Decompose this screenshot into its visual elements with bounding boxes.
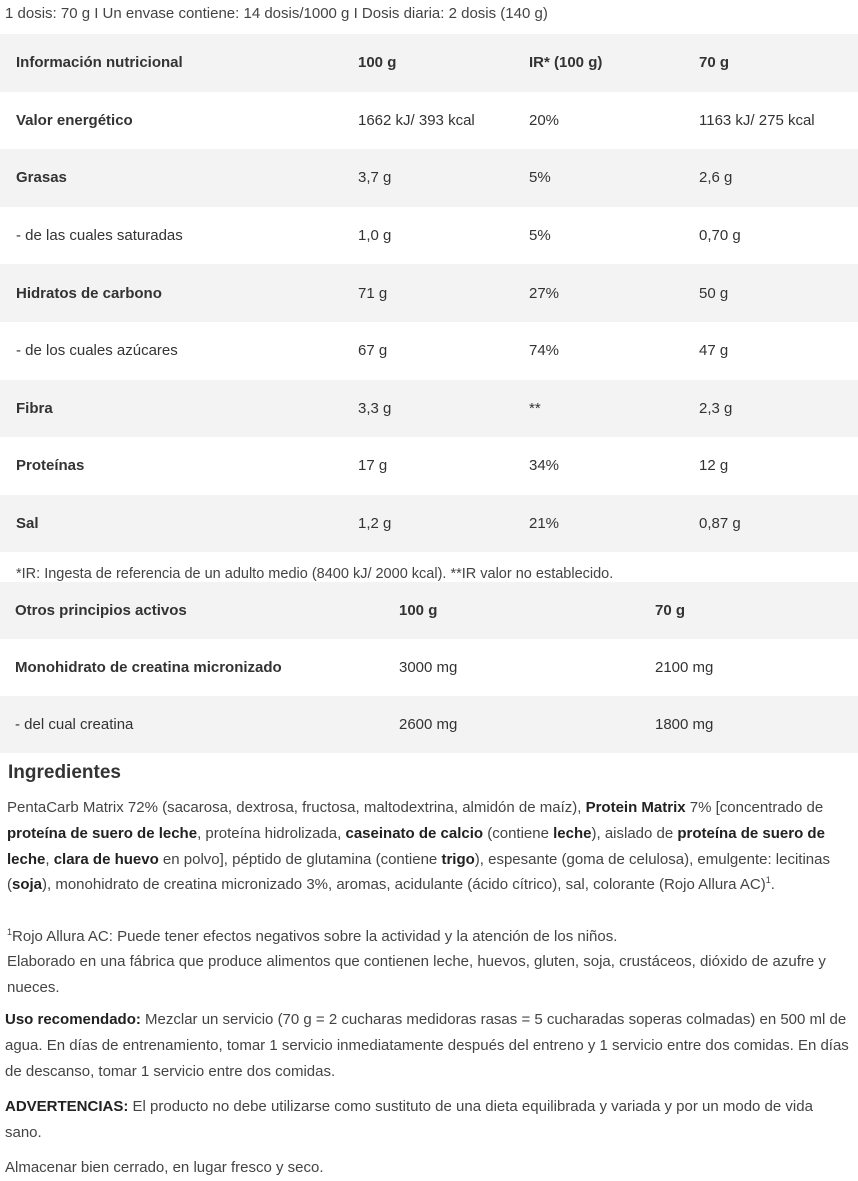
allergen-highlight: proteína de suero de leche (7, 824, 198, 842)
nutrient-name: Sal (0, 495, 358, 553)
nutrient-name: Grasas (0, 149, 358, 207)
column-header: 100 g (358, 34, 529, 92)
table-row (0, 495, 858, 553)
value-per-100g: 3,7 g (358, 149, 529, 207)
column-header: 70 g (655, 582, 858, 639)
table-row (0, 322, 858, 380)
ingredient-text: en polvo], péptido de glutamina (contiene (158, 850, 442, 868)
ingredient-text: 7% [concentrado de (685, 799, 824, 816)
usage-label: Uso recomendado: (5, 1011, 141, 1028)
value-per-100g: 71 g (358, 264, 529, 322)
value-per-70g: 47 g (699, 322, 858, 380)
footnote-mark: 1 (7, 927, 13, 937)
allergen-highlight: trigo (441, 850, 475, 868)
allergen-highlight: soja (12, 876, 43, 894)
ingredient-text: PentaCarb Matrix 72% (sacarosa, dextrosa, fructosa, maltodextrina, almidón de maíz), (7, 799, 586, 816)
allergen-highlight: proteína de suero de leche (7, 824, 825, 868)
value-per-100g: 3000 mg (399, 639, 655, 696)
table-row (0, 264, 858, 322)
nutrient-name: Valor energético (0, 92, 358, 150)
footnote-marker: 1 (765, 875, 771, 886)
value-ir: 74% (529, 322, 699, 380)
column-header: 100 g (399, 582, 655, 639)
allergen-statement: Elaborado en una fábrica que produce alimentos que contienen leche, huevos, gluten, soja, crustáceos, dióxido de azufre y nueces. (7, 953, 826, 996)
value-per-100g: 1,2 g (358, 495, 529, 553)
value-per-70g: 2,6 g (699, 149, 858, 207)
value-per-100g: 17 g (358, 437, 529, 495)
active-name: Monohidrato de creatina micronizado (0, 639, 399, 696)
ingredient-text: ), monohidrato de creatina micronizado 3%, aromas, acidulante (ácido cítrico), sal, colorante (Rojo Allura AC) (42, 876, 766, 894)
value-per-70g: 12 g (699, 437, 858, 495)
allergen-highlight: caseinato de calcio (345, 824, 484, 842)
nutrient-name: Hidratos de carbono (0, 264, 358, 322)
actives-table (0, 582, 858, 753)
warnings-section (5, 1094, 850, 1146)
allergen-highlight: leche (553, 824, 592, 842)
table-row (0, 92, 858, 150)
ingredient-text: ), espesante (goma de celulosa), emulgente: lecitinas ( (7, 850, 830, 894)
value-per-70g: 1800 mg (655, 696, 858, 753)
value-per-70g: 50 g (699, 264, 858, 322)
value-ir: 20% (529, 92, 699, 150)
value-ir: 27% (529, 264, 699, 322)
allergen-highlight: clara de huevo (53, 850, 159, 868)
actives-header-row (0, 582, 858, 639)
value-per-70g: 2100 mg (655, 639, 858, 696)
usage-text: Mezclar un servicio (70 g = 2 cucharas medidoras rasas = 5 cucharadas soperas colmadas) en 500 ml de agua. En días de entrenamiento, tomar 1 servicio inmediatamente después del entreno y 1 servicio entre dos comidas. En días de descanso, tomar 1 servicio entre dos comidas. (5, 1011, 849, 1080)
value-ir: 5% (529, 207, 699, 265)
storage-text: Almacenar bien cerrado, en lugar fresco y seco. (5, 1159, 324, 1176)
value-ir: ** (529, 380, 699, 438)
warnings-label: ADVERTENCIAS: (5, 1098, 129, 1115)
active-name: - del cual creatina (0, 696, 399, 753)
value-per-70g: 0,87 g (699, 495, 858, 553)
dose-info: 1 dosis: 70 g I Un envase contiene: 14 dosis/1000 g I Dosis diaria: 2 dosis (140 g) (5, 5, 548, 22)
ir-note: *IR: Ingesta de referencia de un adulto medio (8400 kJ/ 2000 kcal). **IR valor no establecido. (16, 566, 614, 582)
value-ir: 21% (529, 495, 699, 553)
ingredient-text: , (45, 850, 54, 868)
ingredients-text (7, 795, 852, 898)
value-per-100g: 1662 kJ/ 393 kcal (358, 92, 529, 150)
colorant-footnote (7, 924, 852, 950)
ingredient-text: , proteína hidrolizada, (197, 824, 346, 842)
value-per-100g: 1,0 g (358, 207, 529, 265)
allergen-highlight: Protein Matrix (585, 799, 686, 816)
nutrient-name: Proteínas (0, 437, 358, 495)
value-per-70g: 1163 kJ/ 275 kcal (699, 92, 858, 150)
column-header: Información nutricional (0, 34, 358, 92)
table-row (0, 380, 858, 438)
column-header: 70 g (699, 34, 858, 92)
nutrition-table (0, 34, 858, 552)
value-ir: 5% (529, 149, 699, 207)
table-row (0, 437, 858, 495)
column-header: Otros principios activos (0, 582, 399, 639)
nutrient-name: - de las cuales saturadas (0, 207, 358, 265)
ingredient-text: ), aislado de (591, 824, 678, 842)
table-row (0, 696, 858, 753)
value-per-100g: 2600 mg (399, 696, 655, 753)
nutrient-name: - de los cuales azúcares (0, 322, 358, 380)
column-header: IR* (100 g) (529, 34, 699, 92)
footnote-text: Rojo Allura AC: Puede tener efectos negativos sobre la actividad y la atención de los niños. (12, 928, 618, 945)
value-per-100g: 67 g (358, 322, 529, 380)
warnings-text: El producto no debe utilizarse como sustituto de una dieta equilibrada y variada y por un modo de vida sano. (5, 1098, 813, 1141)
value-per-70g: 2,3 g (699, 380, 858, 438)
value-per-70g: 0,70 g (699, 207, 858, 265)
ingredient-text: (contiene (483, 824, 554, 842)
value-per-100g: 3,3 g (358, 380, 529, 438)
table-row (0, 149, 858, 207)
value-ir: 34% (529, 437, 699, 495)
nutrition-header-row (0, 34, 858, 92)
nutrient-name: Fibra (0, 380, 358, 438)
usage-section (5, 1007, 850, 1084)
table-row (0, 639, 858, 696)
ingredient-text: . (770, 876, 775, 894)
ingredients-title: Ingredientes (8, 762, 121, 783)
table-row (0, 207, 858, 265)
